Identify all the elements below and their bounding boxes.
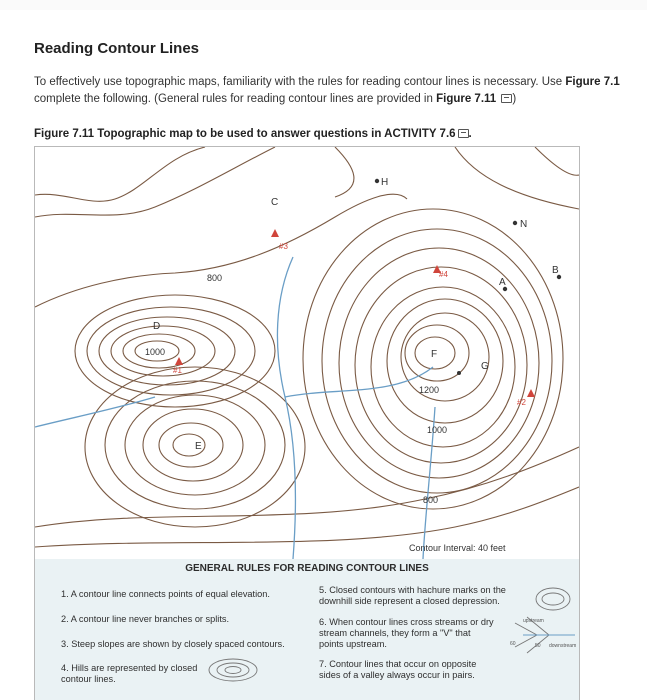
contour-60-label: 60 — [510, 641, 516, 647]
top-bar — [0, 0, 647, 10]
contour-line — [87, 307, 255, 395]
contour-label-1000-b: 1000 — [427, 425, 448, 435]
marker-1-label: #1 — [173, 366, 182, 375]
depression-diagram — [533, 585, 573, 613]
figure-caption-text: Figure 7.11 Topographic map to be used to answer questions in — [34, 128, 385, 140]
marker-3-label: #3 — [279, 242, 288, 251]
rule-1: 1. A contour line connects points of equal elevation. — [61, 589, 270, 599]
page-title: Reading Contour Lines — [34, 40, 199, 57]
upstream-label: upstream — [523, 618, 544, 624]
rules-panel — [34, 559, 580, 700]
marker-3-arrow — [271, 229, 279, 237]
point-g: G — [481, 361, 489, 372]
marker-labels — [173, 242, 526, 407]
rule-7-line1: 7. Contour lines that occur on opposite — [319, 659, 477, 669]
point-h: H — [381, 177, 389, 188]
intro-line2-end: ) — [512, 93, 517, 105]
intro-paragraph — [34, 74, 647, 108]
contour-label-1000-a: 1000 — [145, 347, 166, 357]
contour-line — [143, 409, 243, 481]
rule-5-line1: 5. Closed contours with hachure marks on the — [319, 585, 506, 595]
marker-4-label: #4 — [439, 270, 448, 279]
contour-label-1200: 1200 — [419, 385, 440, 395]
point-b: B — [552, 265, 559, 276]
point-d: D — [153, 321, 161, 332]
stream — [35, 397, 155, 427]
rule-6 — [319, 617, 494, 650]
ebook-icon[interactable] — [501, 94, 512, 103]
contour-interval: Contour Interval: 40 feet — [409, 543, 506, 553]
topographic-map — [34, 146, 580, 560]
contour-line — [35, 447, 579, 527]
contour-lines — [35, 147, 579, 547]
contour-line — [35, 147, 275, 217]
contour-line — [35, 147, 205, 201]
marker-2-label: #2 — [517, 398, 526, 407]
rule-5 — [319, 585, 506, 607]
point-n-dot — [513, 221, 517, 225]
ebook-icon[interactable] — [458, 129, 469, 138]
point-a: A — [499, 277, 506, 288]
point-g-dot — [457, 371, 461, 375]
downstream-label: downstream — [549, 643, 577, 649]
stream-v-diagram — [505, 615, 579, 657]
point-f: F — [431, 349, 438, 360]
contour-line — [159, 423, 223, 467]
contour-line — [535, 147, 579, 175]
intro-line1-text: To effectively use topographic maps, familiarity with the rules for reading contour lines is necessary. Use — [34, 76, 566, 88]
rule-4-line1: 4. Hills are represented by closed — [61, 663, 198, 673]
rule-4-line2: contour lines. — [61, 674, 116, 684]
rule-7-line2: sides of a valley always occur in pairs. — [319, 670, 475, 680]
rule-3: 3. Steep slopes are shown by closely spaced contours. — [61, 639, 285, 649]
rules-title: GENERAL RULES FOR READING CONTOUR LINES — [185, 563, 429, 574]
marker-2-arrow — [527, 389, 535, 397]
contour-label-800-b: 800 — [423, 495, 439, 505]
point-n: N — [520, 219, 528, 230]
topographic-map-svg — [35, 147, 579, 559]
contour-line — [75, 295, 275, 407]
rule-6-line3: points upstream. — [319, 639, 387, 649]
contour-line — [335, 147, 354, 197]
intro-line2-text: complete the following. (General rules for reading contour lines are provided in — [34, 93, 437, 105]
rule-6-line1: 6. When contour lines cross streams or dry — [319, 617, 494, 627]
point-h-dot — [375, 179, 379, 183]
rule-2: 2. A contour line never branches or splits. — [61, 614, 230, 624]
figure-caption: Figure 7.11 Topographic map to be used to answer questions in ACTIVITY 7.6 . — [34, 128, 472, 140]
hill-diagram — [205, 657, 261, 683]
contour-50-label: 50 — [535, 643, 541, 649]
marker-1-arrow — [175, 357, 183, 365]
rule-5-line2: downhill side represent a closed depression. — [319, 596, 500, 606]
point-e: E — [195, 441, 202, 452]
rule-4 — [61, 663, 197, 685]
contour-800-left — [35, 194, 407, 307]
contour-line — [455, 147, 579, 209]
rule-6-line2: stream channels, they form a "V" that — [319, 628, 471, 638]
point-c: C — [271, 197, 279, 208]
contour-line — [339, 248, 539, 478]
contour-line — [35, 487, 579, 547]
figure-link-7-1[interactable]: Figure 7.1 — [565, 76, 620, 88]
rule-7 — [319, 659, 476, 681]
figure-link-7-11[interactable]: Figure 7.11 — [436, 93, 497, 105]
activity-link[interactable]: ACTIVITY 7.6 — [384, 128, 456, 140]
contour-label-800-a: 800 — [207, 273, 223, 283]
